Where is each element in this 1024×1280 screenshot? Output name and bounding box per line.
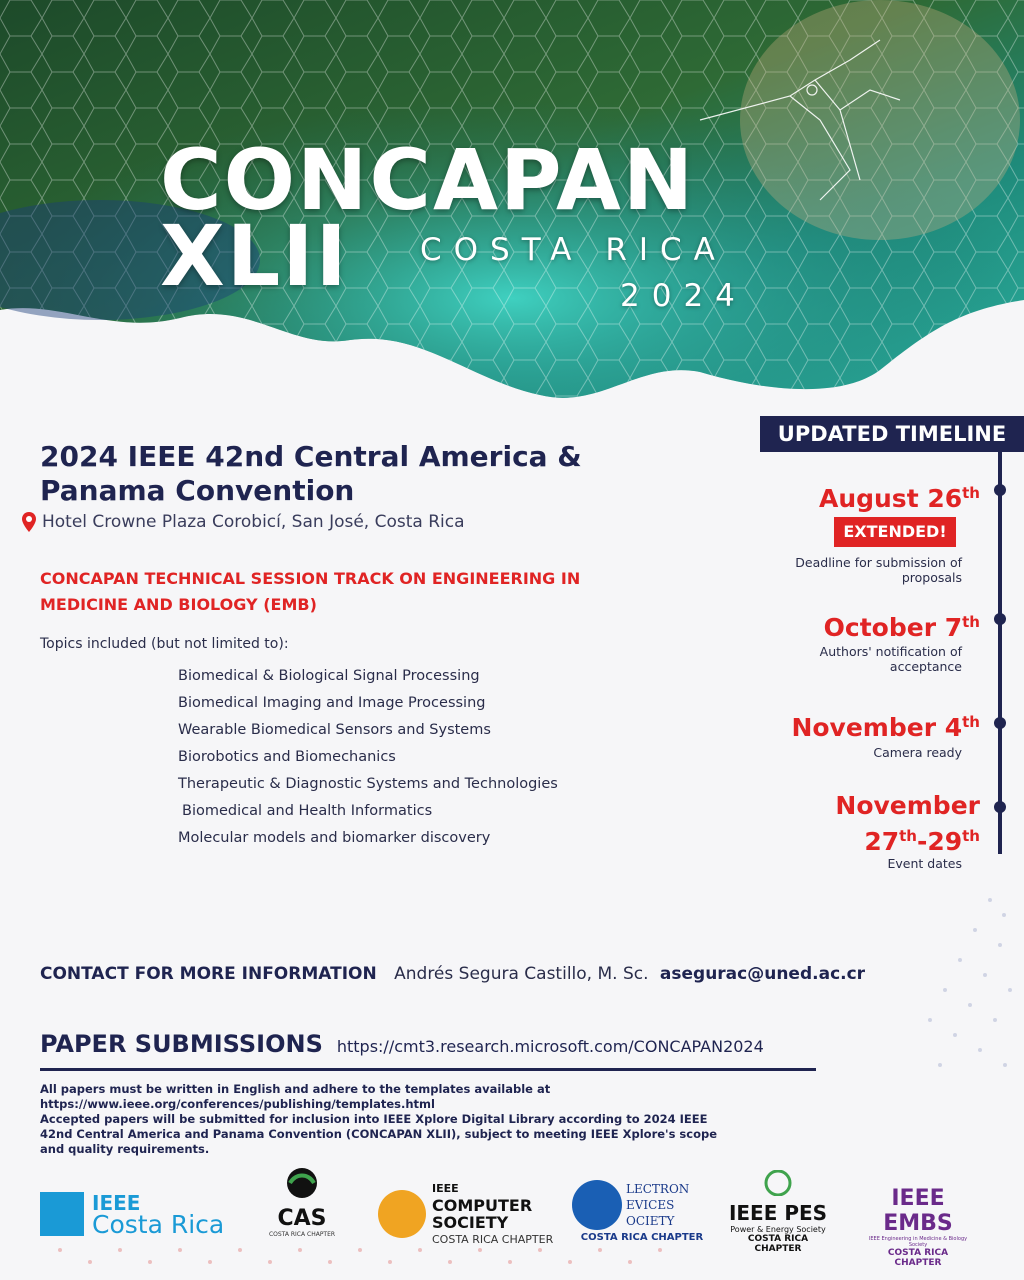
logo-text: COSTA RICA CHAPTER [887,1248,949,1268]
hero-subtitle: COSTA RICA [420,232,727,268]
list-item: Wearable Biomedical Sensors and Systems [178,722,491,738]
logo-text: IEEE [432,1182,459,1195]
logo-text: Costa Rica [92,1210,225,1239]
logo-text: IEEE EMBS [883,1186,953,1236]
globe-icon [572,1180,622,1230]
cas-logo [266,1165,338,1238]
pes-globe-icon [758,1170,798,1196]
logo-text: SOCIETY [432,1213,509,1232]
logo-text: COSTA RICA CHAPTER [268,1231,336,1238]
list-item: Biomedical & Biological Signal Processing [178,668,480,684]
hero-title-line2: XLII [160,207,349,305]
cas-emblem-icon [282,1165,322,1201]
topics-intro: Topics included (but not limited to): [40,636,289,652]
logo-text: CAS [277,1206,327,1231]
contact-label: CONTACT FOR MORE INFORMATION [40,964,377,984]
timeline-dot [994,801,1006,813]
timeline-date-3: November 4th [791,713,980,742]
timeline-line [998,452,1002,854]
timeline-date-2: October 7th [823,613,980,642]
venue [22,512,465,532]
logo-text: COSTA RICA CHAPTER [747,1234,809,1254]
timeline-dot [994,717,1006,729]
logo-text: EVICES [626,1198,675,1212]
submissions-label: PAPER SUBMISSIONS [40,1030,323,1058]
topics-list [178,666,558,855]
logo-text: OCIETY [626,1214,675,1228]
timeline-dot [994,613,1006,625]
timeline-date-1: August 26th [818,484,980,513]
logo-text: COMPUTER [432,1196,533,1215]
timeline-desc-2: Authors' notification of acceptance [819,644,962,674]
logo-text: IEEE Engineering in Medicine & Biology Society [868,1236,968,1248]
list-item: Therapeutic & Diagnostic Systems and Technologies [178,776,558,792]
venue-text: Hotel Crowne Plaza Corobicí, San José, Costa Rica [42,512,465,532]
fine-print-line: All papers must be written in English and adhere to the templates available at https://www.ieee.org/conferences/publishing/templates.html [40,1082,551,1111]
contact-name: Andrés Segura Castillo, M. Sc. [394,964,649,984]
fine-print-line: 42nd Central America and Panama Convention (CONCAPAN XLII), subject to meeting IEEE Xplore's scope [40,1127,718,1141]
timeline-date-4: November 27th-29th [835,791,980,856]
logo-text: Power & Energy Society [730,1225,826,1234]
logo-text: IEEE PES [728,1201,828,1225]
list-item: Biomedical Imaging and Image Processing [178,695,486,711]
submissions-url-link[interactable]: https://cmt3.research.microsoft.com/CONCAPAN2024 [336,1037,764,1056]
contact-line [40,964,865,984]
pes-logo [728,1170,828,1254]
contact-email-link[interactable]: asegurac@uned.ac.cr [659,964,866,984]
list-item: Biorobotics and Biomechanics [178,749,396,765]
extended-badge: EXTENDED! [834,517,956,547]
conference-title: 2024 IEEE 42nd Central America & Panama Convention [40,440,582,507]
ieee-map-icon [40,1192,84,1236]
timeline-desc-1: Deadline for submission of proposals [795,555,962,585]
hero-year: 2024 [620,278,747,314]
location-pin-icon [22,512,36,532]
fine-print-line: Accepted papers will be submitted for inclusion into IEEE Xplore Digital Library according to 2024 IEEE [40,1112,708,1126]
logo-text: IEEE [92,1191,141,1215]
fine-print [40,1082,940,1157]
computer-society-emblem-icon [378,1190,426,1238]
logo-text: LECTRON [626,1182,690,1196]
ieee-costa-rica-logo [40,1191,225,1239]
fine-print-line: and quality requirements. [40,1142,210,1156]
hero-title-line1: CONCAPAN [160,131,696,229]
paper-submissions [40,1030,764,1058]
list-item: Biomedical and Health Informatics [182,803,433,819]
timeline-desc-3: Camera ready [873,745,962,760]
electron-devices-society-logo [572,1180,712,1243]
timeline-header: UPDATED TIMELINE [760,416,1024,452]
logo-text: COSTA RICA CHAPTER [432,1233,554,1246]
hero-banner [0,0,1024,430]
hero-title [160,131,696,305]
computer-society-logo [378,1180,553,1248]
timeline-desc-4: Event dates [887,856,962,871]
list-item: Molecular models and biomarker discovery [178,830,491,846]
timeline-dot [994,484,1006,496]
logo-text: COSTA RICA CHAPTER [580,1232,704,1243]
embs-logo [864,1186,972,1268]
track-title: CONCAPAN TECHNICAL SESSION TRACK ON ENGINEERING IN MEDICINE AND BIOLOGY (EMB) [40,569,581,614]
divider [40,1068,816,1071]
